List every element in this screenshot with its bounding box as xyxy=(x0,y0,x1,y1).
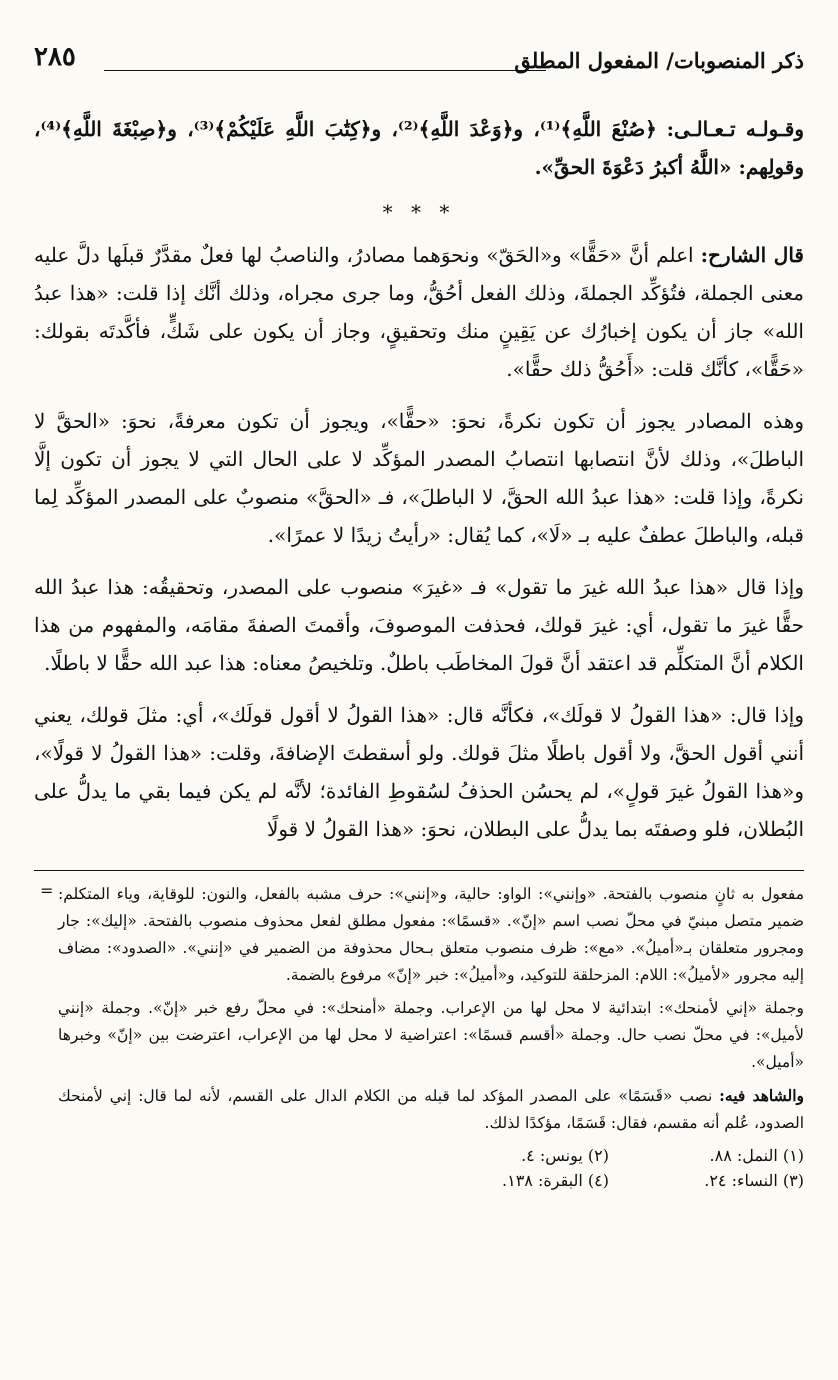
footnote-evidence xyxy=(58,1082,804,1137)
footnotes-section xyxy=(34,881,804,1137)
footnote-grammar: مفعول به ثانٍ منصوب بالفتحة. «وإنني»: الواو: حالية، و«إنني»: حرف مشبه بالفعل، والنون: للوقاية، وياء المتكلم: ضمير متصل مبنيّ في محلّ نصب اسم «إنّ». «قسمًا»: مفعول مطلق لفعل محذوف منصوب بالفتحة. «إليك»: جار ومجرور متعلقان بـ«أميلُ». «مع»: ظرف منصوب متعلق بـحال محذوفة من الضمير في «إنني». «الصدود»: مضاف إليه مجرور «لأميلُ»: اللام: المزحلقة للتوكيد، و«أميلُ»: خبر «إنّ» مرفوع بالضمة. xyxy=(58,885,804,984)
references-row-1 xyxy=(34,1143,804,1168)
reference-item: (٤) البقرة: ١٣٨. xyxy=(502,1171,609,1190)
reference-item: (٢) يونس: ٤. xyxy=(521,1146,609,1165)
commentary-paragraph-4: وإذا قال: «هذا القولُ لا قولَك»، فكأنَّه قال: «هذا القولُ لا أقول قولَك»، أي: مثلَ قولك، يعني أنني أقول الحقَّ، ولا أقول باطلًا مثلَ قولك. ولو أسقطتَ الإضافةَ، وقلت: «هذا القولُ لا قولًا»، و«هذا القولُ غيرَ قولٍ»، لم يحسُن الحذفُ لسُقوطِ الفائدة؛ لأنَّه لم يكن فيما بقي ما يدلُّ على البُطلان، فلو وصفتَه بما يدلُّ على البطلان، نحوَ: «هذا القولُ لا قولًا xyxy=(34,703,804,841)
commentator-lead: قال الشارح: xyxy=(700,243,804,267)
footnote-sentences: وجملة «إني لأمنحك»: ابتدائية لا محل لها من الإعراب. وجملة «أمنحك»: في محلّ رفع خبر «إنّ». وجملة «إنني لأميل»: في محلّ نصب حال. وجملة «أقسم قسمًا»: اعتراضية لا محل لها من الإعراب، اعترضت بين «إنّ» وخبرها «أميل». xyxy=(58,999,804,1071)
quran-verse-paragraph xyxy=(34,110,804,186)
evidence-text: نصب «قَسَمًا» على المصدر المؤكد لما قبله من الكلام الدال على القسم، لأنه لما قال: إني لأمنحك الصدود، عُلم أنه مقسم، فقال: قَسَمًا، مؤكدًا لذلك. xyxy=(58,1087,804,1132)
reference-item: (١) النمل: ٨٨. xyxy=(709,1146,804,1165)
commentary-paragraph-2: وهذه المصادر يجوز أن تكون نكرةً، نحوَ: «حقًّا»، ويجوز أن تكون معرفةً، نحوَ: «الحقَّ لا الباطلَ»، وذلك لأنَّ انتصابها انتصابُ المصدر المؤكِّد لا على الحال التي لا يجوز أن تكون إلَّا نكرةً، وإذا قلت: «هذا عبدُ الله الحقَّ، لا الباطلَ»، فـ «الحقَّ» منصوبٌ على المصدر المؤكِّد لِما قبله، والباطلَ عطفٌ عليه بـ «لَا»، كما يُقال: «رأيتُ زيدًا لا عمرًا». xyxy=(34,409,804,547)
running-title: ذكر المنصوبات/ المفعول المطلق xyxy=(514,48,804,73)
main-text xyxy=(34,110,804,848)
verse-references xyxy=(34,1143,804,1193)
section-separator: * * * xyxy=(382,200,456,224)
reference-item: (٣) النساء: ٢٤. xyxy=(704,1171,804,1190)
references-row-2 xyxy=(34,1168,804,1193)
commentary-paragraph-3: وإذا قال «هذا عبدُ الله غيرَ ما تقول» فـ «غيرَ» منصوب على المصدر، وتحقيقُه: هذا عبدُ الله حقًّا غيرَ ما تقول، أي: غيرَ قولك، فحذفت الموصوفَ، وأقمتَ الصفةَ مقامَه، والمفهوم من هذا الكلام أنَّ المتكلِّم قد اعتقد أنَّ قولَ المخاطَب باطلٌ. وتلخيصُ معناه: هذا عبد الله حقًّا لا باطلًا. xyxy=(34,575,804,675)
footnote-rule xyxy=(34,870,804,871)
book-page xyxy=(34,40,804,1193)
commentary-paragraph-1 xyxy=(34,236,804,388)
commentary-text-1: اعلم أنَّ «حَقًّا» و«الحَقّ» ونحوَهما مصادرُ، والناصبُ لها فعلٌ مقدَّرٌ قبلَها دلَّ عليه معنى الجملة، فتُؤكِّد الجملةَ، وذلك الفعل أحُقُّ، وما جرى مجراه، وذلك أنَّك إذا قلت: «هذا عبدُ الله» جاز أن يكون إخبارُك عن يَقِينٍ منك وتحقيقٍ، وجاز أن يكون على شَكٍّ، فأكَّدتَه بقولك: «حَقًّا»، كأنَّك قلت: «أَحُقُّ ذلك حقًّا». xyxy=(34,243,804,381)
page-header xyxy=(34,40,804,84)
continuation-mark: = xyxy=(40,881,54,900)
page-number: ٢٨٥ xyxy=(34,42,76,72)
evidence-lead: والشاهد فيه: xyxy=(719,1086,804,1105)
header-rule xyxy=(104,70,546,71)
verse-text: ﴿صُنْعَ اللَّهِ﴾⁽¹⁾، و﴿وَعْدَ اللَّهِ﴾⁽²⁾، و﴿كِتَٰبَ اللَّهِ عَلَيْكُمْ﴾⁽³⁾، و﴿صِبْغَةَ اللَّهِ﴾⁽⁴⁾، وقولِهم: «اللَّهُ أكبرُ دَعْوَةَ الحقِّ». xyxy=(34,117,804,179)
verse-lead: وقـولـه تـعـالـى: xyxy=(666,117,804,141)
